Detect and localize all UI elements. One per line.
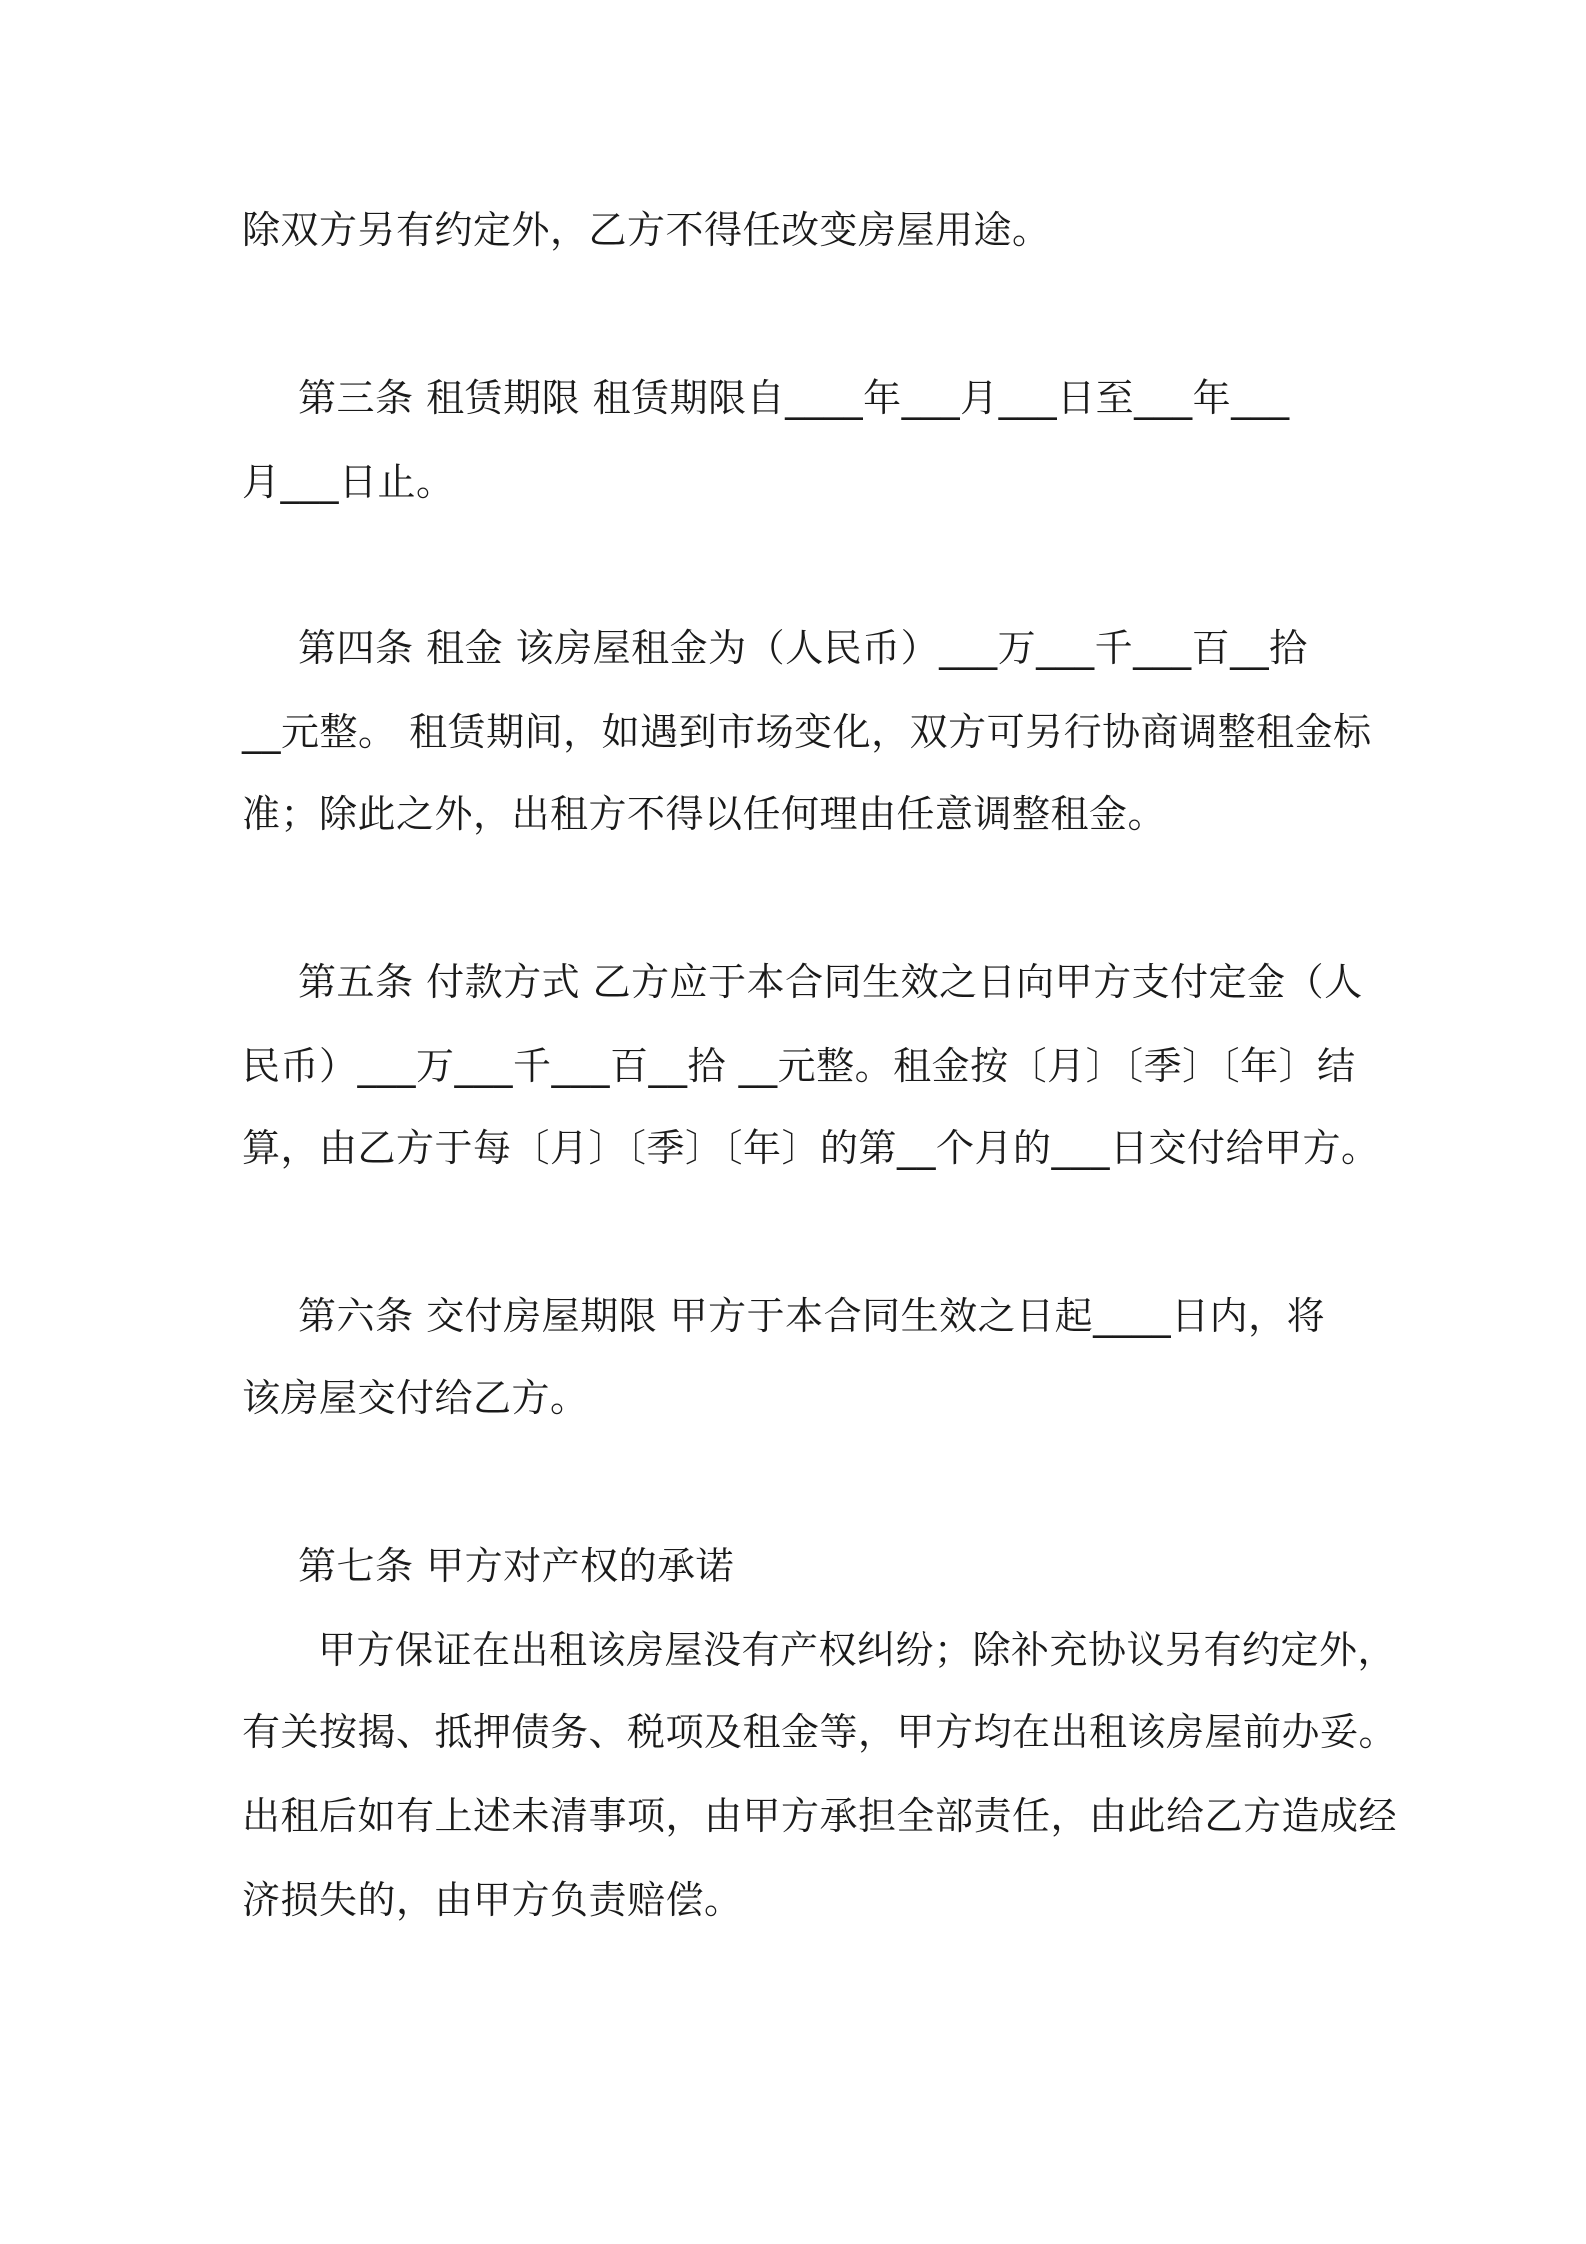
article-3-line-1: 第三条 租赁期限 租赁期限自____年___月___日至___年___ [298, 376, 1290, 420]
article-6-line-1: 第六条 交付房屋期限 甲方于本合同生效之日起____日内，将 [298, 1294, 1326, 1338]
article-4-line-2: __元整。 租赁期间，如遇到市场变化，双方可另行协商调整租金标 [242, 710, 1372, 754]
article-5-line-3: 算，由乙方于每〔月〕〔季〕〔年〕的第__个月的___日交付给甲方。 [242, 1126, 1380, 1170]
article-5-line-1: 第五条 付款方式 乙方应于本合同生效之日向甲方支付定金（人 [298, 960, 1363, 1004]
text-line-use-restriction: 除双方另有约定外，乙方不得任改变房屋用途。 [242, 208, 1051, 252]
article-7-line-2: 有关按揭、抵押债务、税项及租金等，甲方均在出租该房屋前办妥。 [242, 1710, 1398, 1754]
article-5-line-2: 民币）___万___千___百__拾 __元整。租金按〔月〕〔季〕〔年〕结 [242, 1044, 1356, 1088]
article-4-line-1: 第四条 租金 该房屋租金为（人民币）___万___千___百__拾 [298, 626, 1308, 670]
article-7-line-3: 出租后如有上述未清事项，由甲方承担全部责任，由此给乙方造成经 [242, 1794, 1398, 1838]
article-6-line-2: 该房屋交付给乙方。 [242, 1376, 589, 1420]
article-7-line-4: 济损失的，由甲方负责赔偿。 [242, 1878, 743, 1922]
article-4-line-3: 准；除此之外，出租方不得以任何理由任意调整租金。 [242, 792, 1167, 836]
article-7-heading: 第七条 甲方对产权的承诺 [298, 1544, 735, 1588]
article-7-line-1: 甲方保证在出租该房屋没有产权纠纷；除补充协议另有约定外， [318, 1628, 1397, 1672]
article-3-line-2: 月___日止。 [242, 460, 455, 504]
